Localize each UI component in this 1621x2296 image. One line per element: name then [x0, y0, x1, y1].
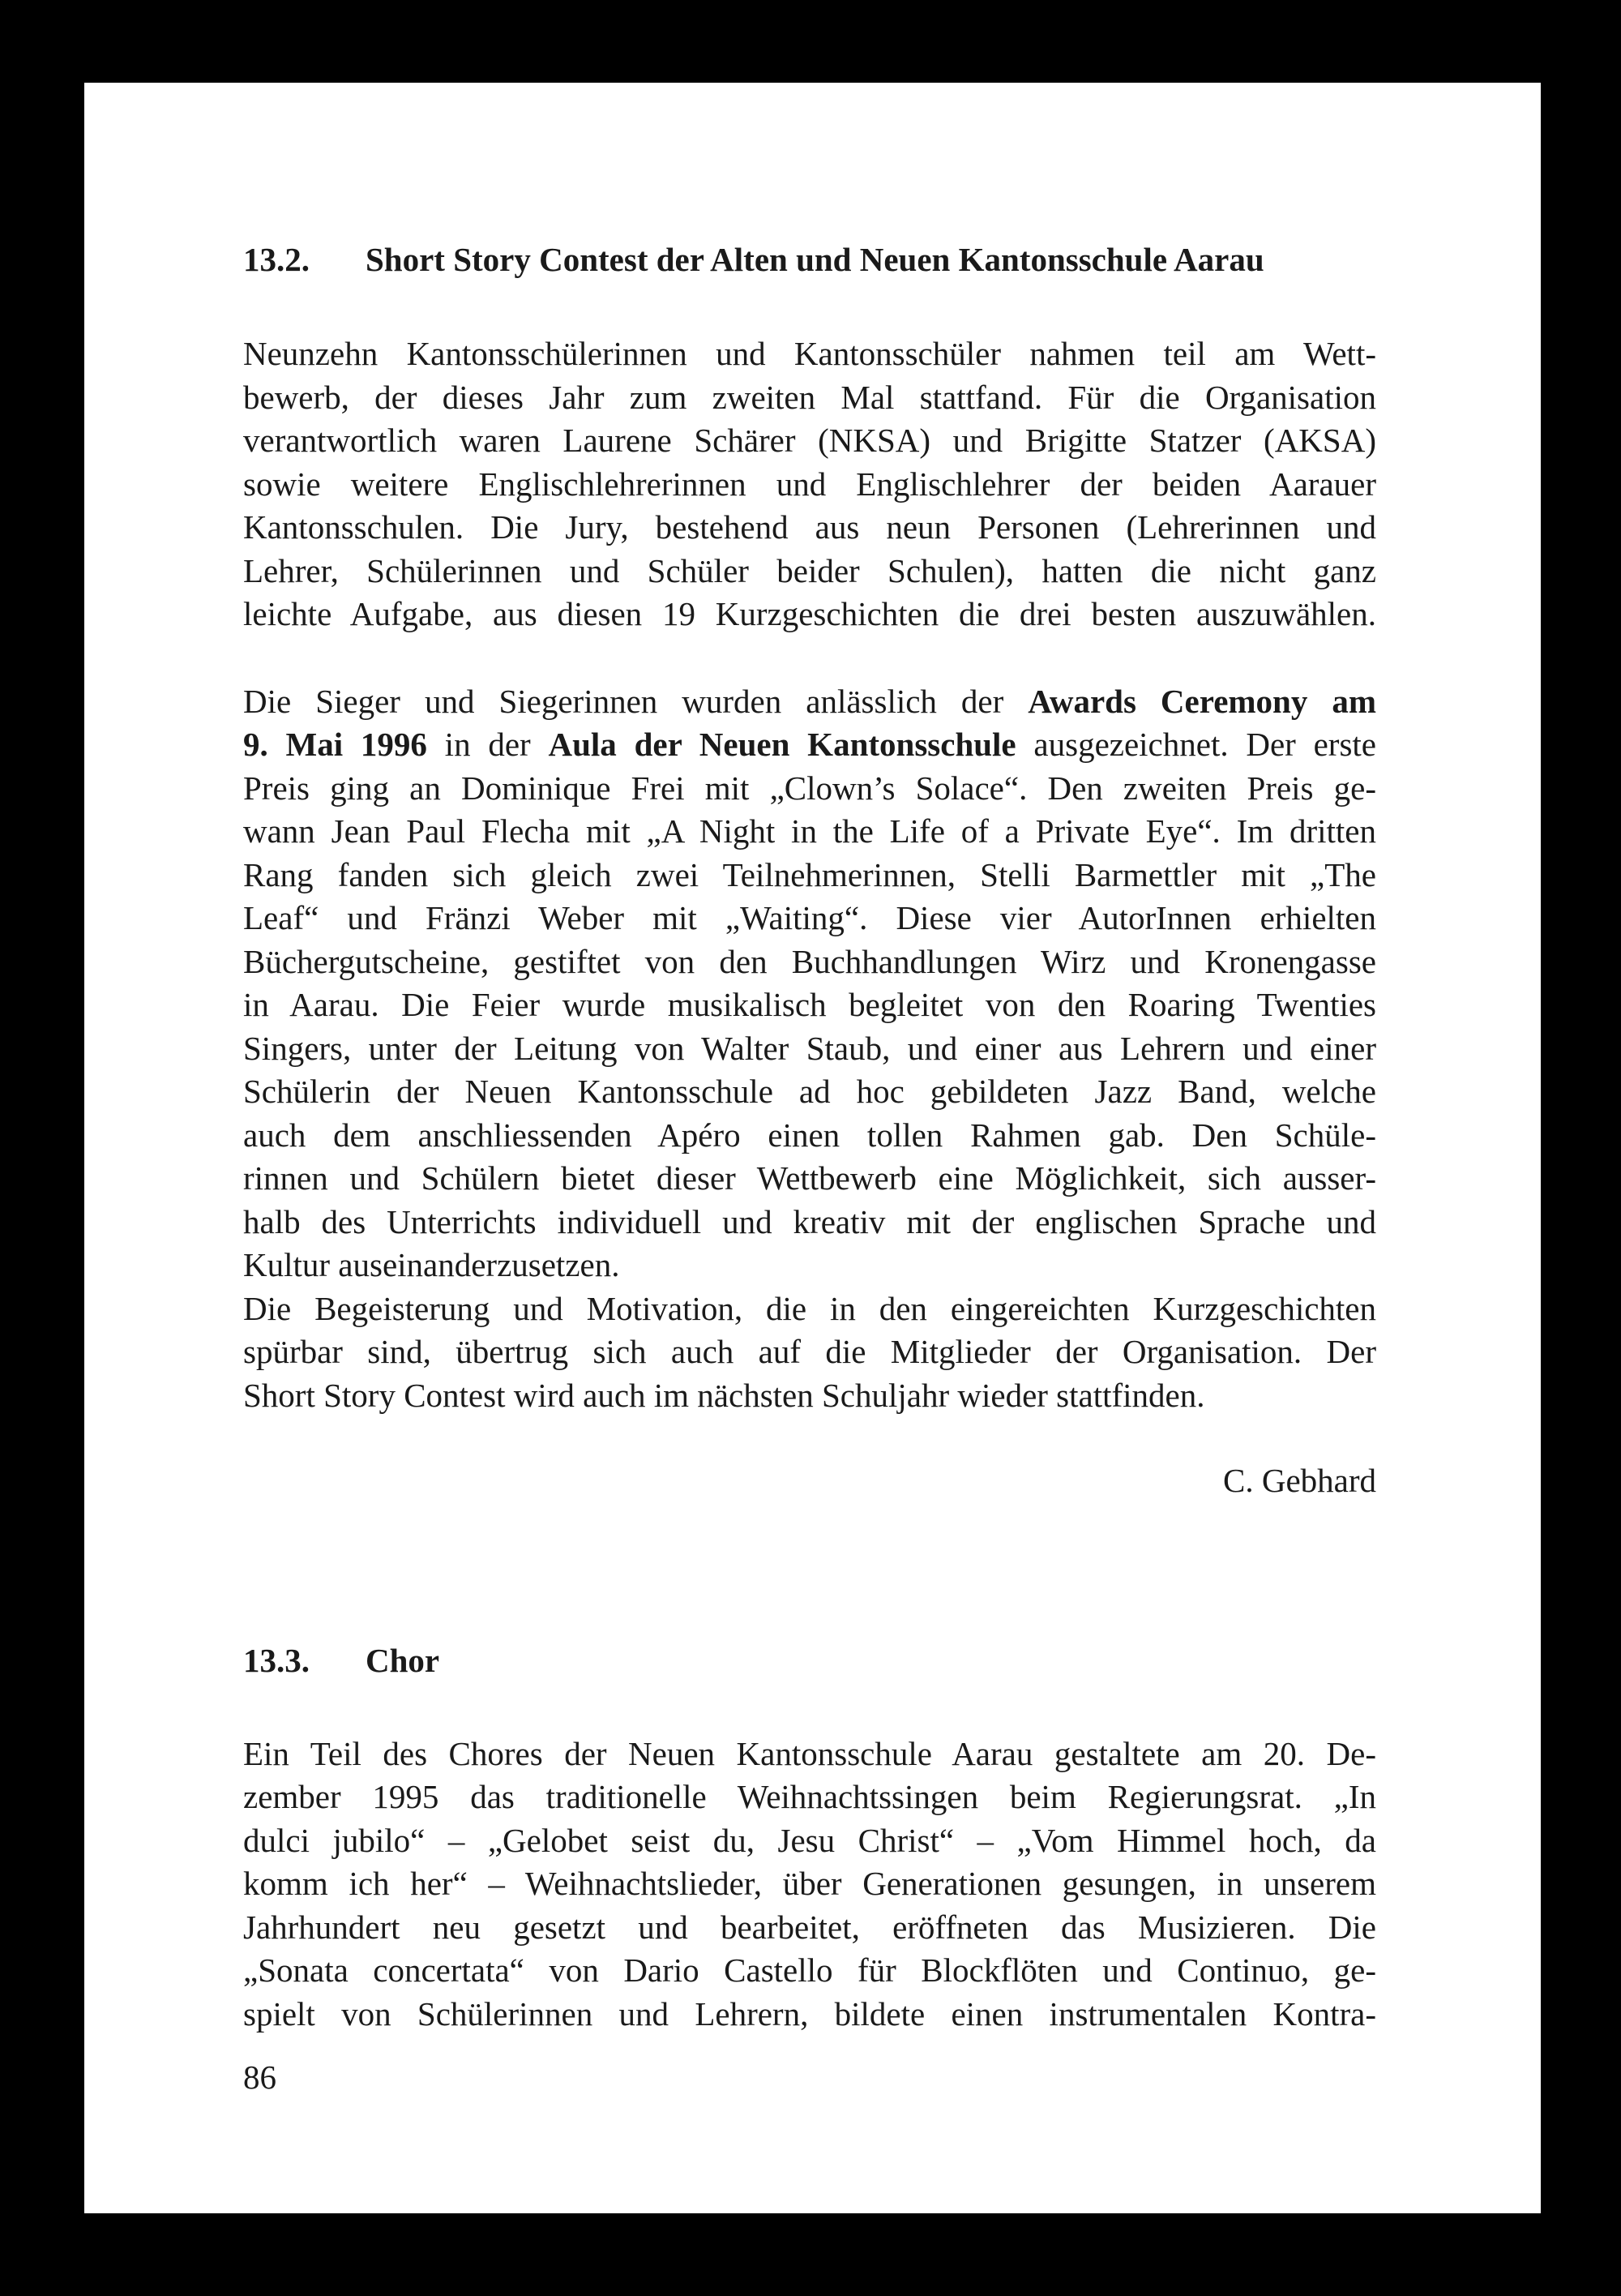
- section-heading-13-2: [243, 238, 1376, 281]
- text-line: in Aarau. Die Feier wurde musikalisch begleitet von den Roaring Twenties: [243, 986, 1376, 1023]
- text-line: halb des Unterrichts individuell und kreativ mit der englischen Sprache und: [243, 1202, 1376, 1240]
- paragraph-choir: [243, 1733, 1376, 2037]
- page-content: [243, 238, 1376, 2036]
- section-title: Chor: [366, 1641, 440, 1679]
- section-number: 13.2.: [243, 241, 310, 278]
- paragraph-participants: [243, 332, 1376, 636]
- text-run: in der: [426, 726, 549, 763]
- text-line: sowie weitere Englischlehrerinnen und Englischlehrer der beiden Aarauer: [243, 465, 1376, 503]
- text-line: wann Jean Paul Flecha mit „A Night in the Life of a Private Eye“. Im dritten: [243, 812, 1376, 850]
- text-line: Preis ging an Dominique Frei mit „Clown’s Solace“. Den zweiten Preis ge-: [243, 769, 1376, 807]
- page-number: 86: [243, 2058, 276, 2096]
- text-line: [243, 680, 1376, 724]
- author-signature: C. Gebhard: [1222, 1462, 1376, 1499]
- text-line: Schülerin der Neuen Kantonsschule ad hoc gebildeten Jazz Band, welche: [243, 1073, 1376, 1110]
- text-line: dulci jubilo“ – „Gelobet seist du, Jesu Christ“ – „Vom Himmel hoch, da: [243, 1821, 1376, 1859]
- text-line: spürbar sind, übertrug sich auch auf die Mitglieder der Organisation. Der: [243, 1333, 1376, 1370]
- paragraph-winners: [243, 680, 1376, 1287]
- text-line: „Sonata concertata“ von Dario Castello für Blockflöten und Continuo, ge-: [243, 1951, 1376, 1989]
- bold-text-run: Aula der Neuen Kantonsschule: [548, 726, 1016, 763]
- text-line: zember 1995 das traditionelle Weihnachtssingen beim Regierungsrat. „In: [243, 1778, 1376, 1815]
- text-line: auch dem anschliessenden Apéro einen tollen Rahmen gab. Den Schüle-: [243, 1116, 1376, 1154]
- section-number: 13.3.: [243, 1641, 310, 1679]
- text-run: ausgezeichnet. Der erste: [1016, 726, 1377, 763]
- bold-text-run: 9. Mai 1996: [243, 726, 427, 763]
- text-line: Neunzehn Kantonsschülerinnen und Kantonsschüler nahmen teil am Wett-: [243, 335, 1376, 372]
- text-line: [243, 723, 1376, 767]
- text-line: Rang fanden sich gleich zwei Teilnehmerinnen, Stelli Barmettler mit „The: [243, 855, 1376, 893]
- text-line: bewerb, der dieses Jahr zum zweiten Mal stattfand. Für die Organisation: [243, 378, 1376, 416]
- text-run: Die Sieger und Siegerinnen wurden anlässlich der: [243, 682, 1029, 720]
- text-line: rinnen und Schülern bietet dieser Wettbewerb eine Möglichkeit, sich ausser-: [243, 1159, 1376, 1197]
- text-line: Leaf“ und Fränzi Weber mit „Waiting“. Diese vier AutorInnen erhielten: [243, 899, 1376, 936]
- text-line: Kultur auseinanderzusetzen.: [243, 1246, 620, 1283]
- text-line: Kantonsschulen. Die Jury, bestehend aus neun Personen (Lehrerinnen und: [243, 508, 1376, 546]
- text-line: Singers, unter der Leitung von Walter Staub, und einer aus Lehrern und einer: [243, 1029, 1376, 1067]
- text-line: Die Begeisterung und Motivation, die in den eingereichten Kurzgeschichten: [243, 1289, 1376, 1327]
- section-title: Short Story Contest der Alten und Neuen Kantonsschule Aarau: [366, 241, 1264, 278]
- text-line: leichte Aufgabe, aus diesen 19 Kurzgeschichten die drei besten auszuwählen.: [243, 595, 1376, 632]
- text-line: Ein Teil des Chores der Neuen Kantonsschule Aarau gestaltete am 20. De-: [243, 1734, 1376, 1772]
- section-heading-13-3: [243, 1639, 1376, 1682]
- text-line: Short Story Contest wird auch im nächsten Schuljahr wieder stattfinden.: [243, 1376, 1205, 1414]
- bold-text-run: Awards Ceremony am: [1028, 682, 1377, 720]
- text-line: komm ich her“ – Weihnachtslieder, über Generationen gesungen, in unserem: [243, 1865, 1376, 1902]
- text-line: Lehrer, Schülerinnen und Schüler beider Schulen), hatten die nicht ganz: [243, 551, 1376, 589]
- text-line: spielt von Schülerinnen und Lehrern, bildete einen instrumentalen Kontra-: [243, 1994, 1376, 2033]
- paragraph-motivation: [243, 1287, 1376, 1418]
- text-line: Büchergutscheine, gestiftet von den Buchhandlungen Wirz und Kronengasse: [243, 942, 1376, 980]
- text-line: Jahrhundert neu gesetzt und bearbeitet, eröffneten das Musizieren. Die: [243, 1908, 1376, 1946]
- document-page: [84, 83, 1541, 2213]
- text-line: verantwortlich waren Laurene Schärer (NKSA) und Brigitte Statzer (AKSA): [243, 422, 1376, 459]
